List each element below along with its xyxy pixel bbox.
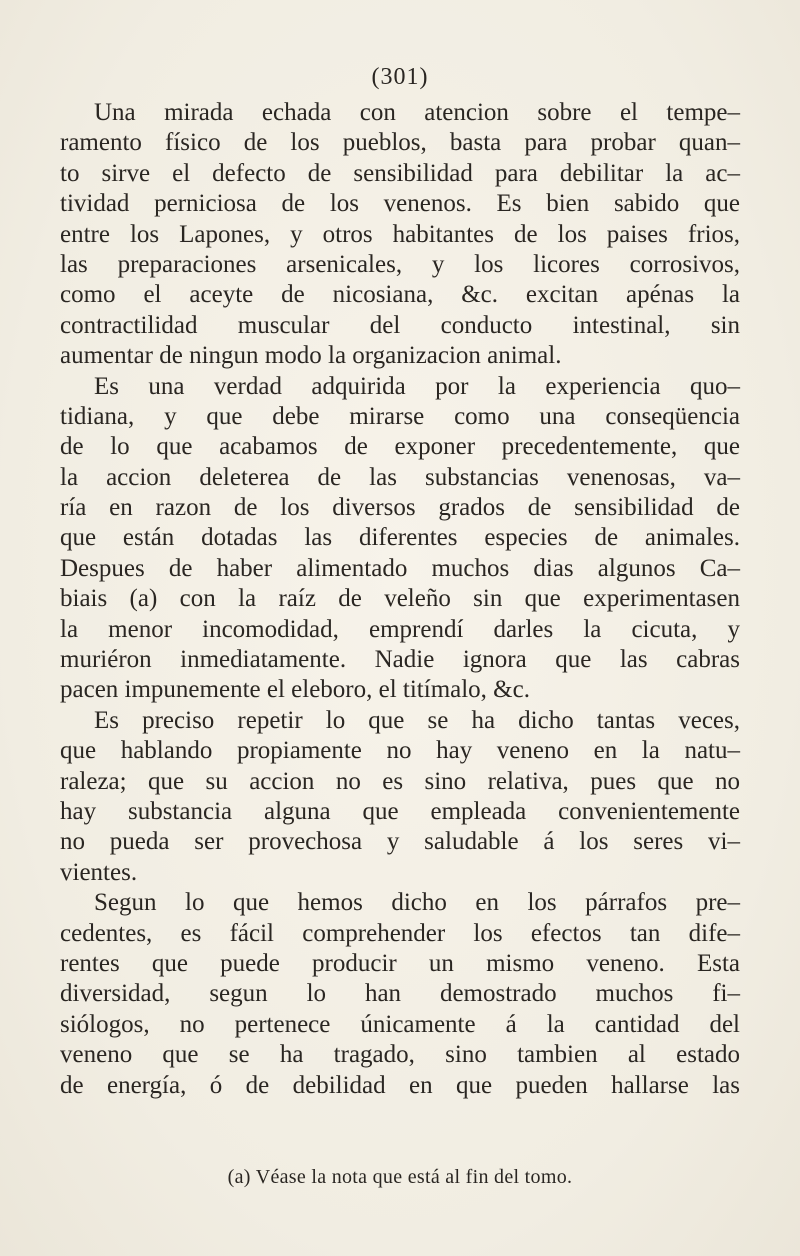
text-line: tividad perniciosa de los venenos. Es bien sabido que	[60, 190, 740, 218]
text-line: muriéron inmediatamente. Nadie ignora que las cabras	[60, 646, 740, 674]
text-line: vientes.	[60, 858, 138, 886]
body-text	[60, 98, 740, 1101]
text-line: Segun lo que hemos dicho en los párrafos pre–	[94, 889, 740, 917]
text-line: Es una verdad adquirida por la experiencia quo–	[94, 372, 740, 400]
text-line: raleza; que su accion no es sino relativa, pues que no	[60, 767, 740, 795]
text-line: la menor incomodidad, emprendí darles la cicuta, y	[60, 615, 740, 643]
text-line: Despues de haber alimentado muchos dias algunos Ca–	[60, 554, 740, 582]
text-line: cedentes, es fácil comprehender los efectos tan dife–	[60, 919, 740, 947]
page-number: (301)	[371, 64, 429, 90]
text-line: siólogos, no pertenece únicamente á la cantidad del	[60, 1010, 740, 1038]
text-line: de energía, ó de debilidad en que pueden hallarse las	[60, 1071, 740, 1099]
text-line: ramento físico de los pueblos, basta para probar quan–	[60, 129, 740, 157]
text-line: biais (a) con la raíz de veleño sin que experimentasen	[60, 585, 740, 613]
text-line: de lo que acabamos de exponer precedentemente, que	[60, 433, 740, 461]
text-line: veneno que se ha tragado, sino tambien al estado	[60, 1041, 740, 1069]
text-line: la accion deleterea de las substancias venenosas, va–	[60, 463, 740, 491]
text-line: las preparaciones arsenicales, y los licores corrosivos,	[60, 250, 740, 278]
text-line: aumentar de ningun modo la organizacion animal.	[60, 342, 562, 370]
text-line: Una mirada echada con atencion sobre el tempe–	[94, 99, 740, 126]
text-line: tidiana, y que debe mirarse como una conseqüencia	[60, 402, 740, 430]
footnote: (a) Véase la nota que está al fin del tomo.	[227, 1166, 573, 1188]
text-line: que están dotadas las diferentes especies de animales.	[60, 524, 740, 552]
text-line: diversidad, segun lo han demostrado muchos fi–	[60, 980, 740, 1008]
text-line: contractilidad muscular del conducto intestinal, sin	[60, 311, 740, 339]
text-line: to sirve el defecto de sensibilidad para debilitar la ac–	[60, 159, 740, 187]
text-line: como el aceyte de nicosiana, &c. excitan apénas la	[60, 281, 740, 309]
text-line: rentes que puede producir un mismo veneno. Esta	[60, 949, 740, 977]
text-line: que hablando propiamente no hay veneno en la natu–	[60, 737, 740, 765]
text-line: entre los Lapones, y otros habitantes de los paises frios,	[60, 220, 740, 248]
text-line: hay substancia alguna que empleada convenientemente	[60, 797, 740, 825]
text-line: Es preciso repetir lo que se ha dicho tantas veces,	[94, 706, 740, 734]
text-line: no pueda ser provechosa y saludable á los seres vi–	[60, 828, 740, 856]
text-line: ría en razon de los diversos grados de sensibilidad de	[60, 494, 740, 522]
text-line: pacen impunemente el eleboro, el titímalo, &c.	[60, 676, 530, 704]
